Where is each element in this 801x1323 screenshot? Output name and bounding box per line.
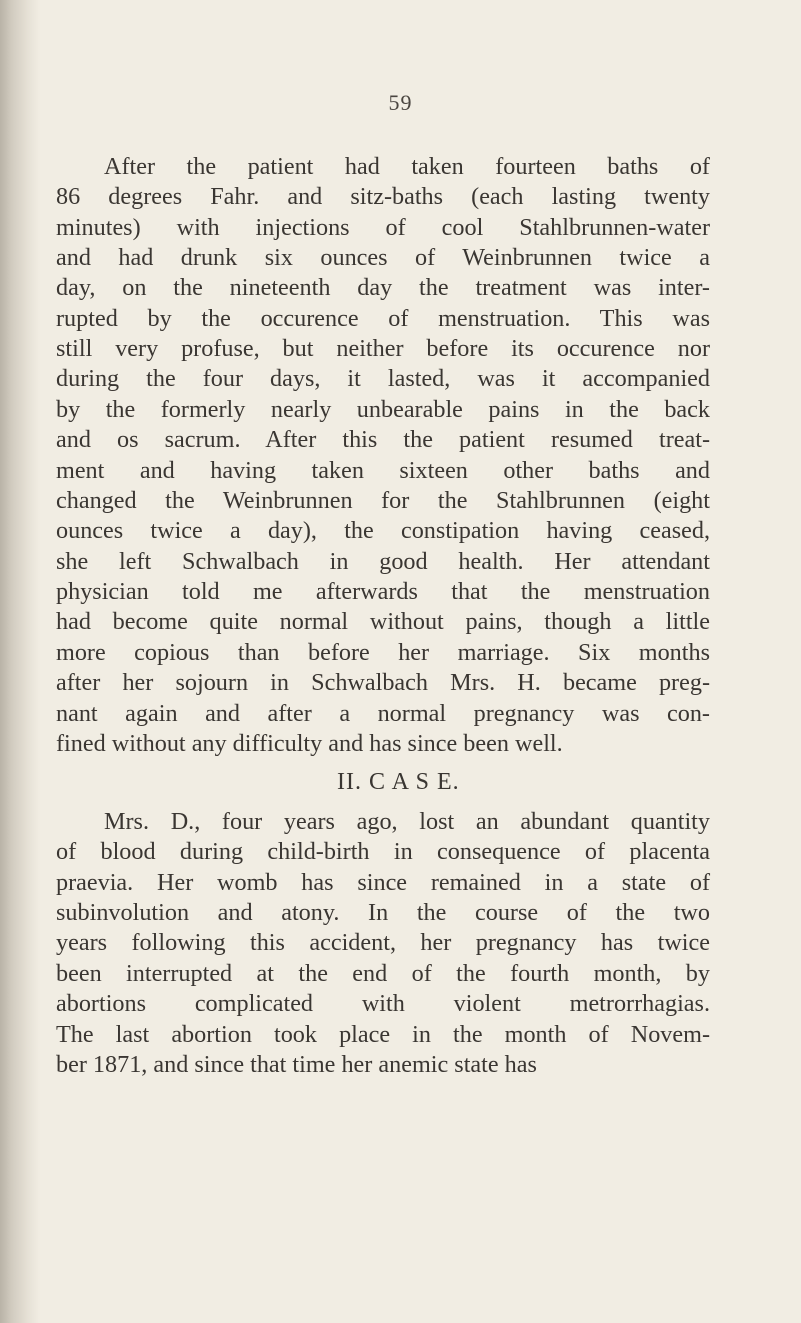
text-line: fined without any difficulty and has since been well. <box>56 730 563 757</box>
text-line: abortions complicated with violent metrorrhagias. <box>56 990 710 1017</box>
text-line: been interrupted at the end of the fourth month, by <box>56 960 710 987</box>
text-line: physician told me afterwards that the menstruation <box>56 578 710 605</box>
text-line: she left Schwalbach in good health. Her attendant <box>56 548 710 575</box>
text-line: of blood during child-birth in consequence of placenta <box>56 838 710 865</box>
text-line: Mrs. D., four years ago, lost an abundant quantity <box>104 808 710 835</box>
page-binding-shadow <box>0 0 40 1323</box>
text-line: ounces twice a day), the constipation having ceased, <box>56 517 710 544</box>
text-line: changed the Weinbrunnen for the Stahlbrunnen (eight <box>56 487 710 514</box>
page-number: 59 <box>388 90 413 115</box>
text-line: had become quite normal without pains, though a little <box>56 608 710 635</box>
text-line: more copious than before her marriage. Six months <box>56 639 710 666</box>
text-line: still very profuse, but neither before its occurence nor <box>56 335 710 362</box>
text-line: praevia. Her womb has since remained in a state of <box>56 869 710 896</box>
text-line: After the patient had taken fourteen baths of <box>104 153 710 180</box>
text-line: 86 degrees Fahr. and sitz-baths (each lasting twenty <box>56 183 710 210</box>
text-line: during the four days, it lasted, was it accompanied <box>56 365 710 392</box>
text-line: nant again and after a normal pregnancy was con- <box>56 700 710 727</box>
text-line: and os sacrum. After this the patient resumed treat- <box>56 426 710 453</box>
text-line: ment and having taken sixteen other baths and <box>56 457 710 484</box>
case-heading: II. C A S E. <box>337 769 460 795</box>
text-line: by the formerly nearly unbearable pains in the back <box>56 396 710 423</box>
text-line: minutes) with injections of cool Stahlbrunnen-water <box>56 214 710 241</box>
text-line: rupted by the occurence of menstruation. This was <box>56 305 710 332</box>
text-line: The last abortion took place in the month of Novem- <box>56 1021 710 1048</box>
text-line: years following this accident, her pregnancy has twice <box>56 929 710 956</box>
text-line: ber 1871, and since that time her anemic state has <box>56 1051 537 1078</box>
text-line: day, on the nineteenth day the treatment was inter- <box>56 274 710 301</box>
text-line: after her sojourn in Schwalbach Mrs. H. became preg- <box>56 669 710 696</box>
text-line: and had drunk six ounces of Weinbrunnen twice a <box>56 244 710 271</box>
text-line: subinvolution and atony. In the course of the two <box>56 899 710 926</box>
